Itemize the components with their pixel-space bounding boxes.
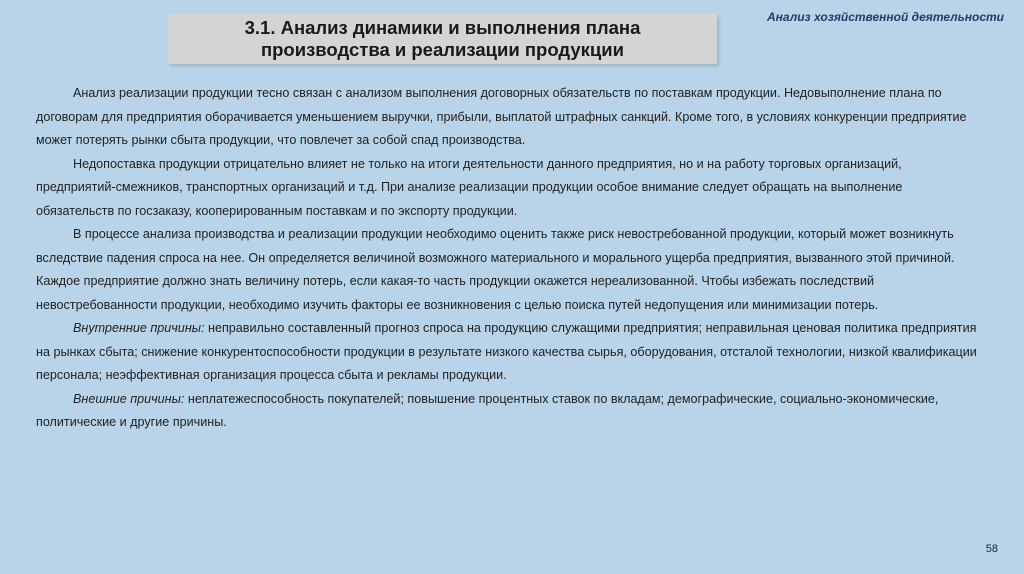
paragraph-text: В процессе анализа производства и реализации продукции необходимо оценить также риск невостребованной продукции, который может возникнуть вследствие падения спроса на нее. Он определяется величиной возможного материального и морального ущерба предприятия, вызванного этой причиной. Каждое предприятие должно знать величину потерь, если какая-то часть продукции окажется нереализованной. Чтобы избежать последствий невостребованности продукции, необходимо изучить факторы ее возникновения с целью поиска путей недопущения или минимизации потерь. [36,227,955,312]
paragraph-1 [36,82,982,153]
paragraph-2 [36,153,982,224]
body-text [36,82,982,435]
slide-title-line-1: 3.1. Анализ динамики и выполнения плана [244,17,641,38]
paragraph-external-causes [36,388,982,435]
paragraph-text: Анализ реализации продукции тесно связан с анализом выполнения договорных обязательств по поставкам продукции. Недовыполнение плана по договорам для предприятия оборачивается уменьшением выручки, прибыли, выплатой штрафных санкций. Кроме того, в условиях конкуренции предприятие может потерять рынки сбыта продукции, что повлечет за собой спад производства. [36,86,967,147]
page-number: 58 [985,543,998,555]
paragraph-lead: Внешние причины: [73,391,185,406]
paragraph-internal-causes [36,317,982,388]
section-header-label: Анализ хозяйственной деятельности [767,10,1004,24]
paragraph-text: неплатежеспособность покупателей; повышение процентных ставок по вкладам; демографические, социально-экономические, политические и другие причины. [36,391,939,429]
slide-title-box [168,14,717,64]
paragraph-text: неправильно составленный прогноз спроса на продукцию служащими предприятия; неправильная ценовая политика предприятия на рынках сбыта; снижение конкурентоспособности продукции в результате низкого качества сырья, оборудования, отсталой технологии, низкой квалификации персонала; неэффективная организация процесса сбыта и рекламы продукции. [36,321,977,382]
paragraph-text: Недопоставка продукции отрицательно влияет не только на итоги деятельности данного предприятия, но и на работу торговых организаций, предприятий-смежников, транспортных организаций и т.д. При анализе реализации продукции особое внимание следует обращать на выполнение обязательств по госзаказу, кооперированным поставкам и по экспорту продукции. [36,156,903,218]
slide-title-line-2: производства и реализации продукции [260,39,625,60]
paragraph-3 [36,223,982,317]
paragraph-lead: Внутренние причины: [73,321,205,335]
